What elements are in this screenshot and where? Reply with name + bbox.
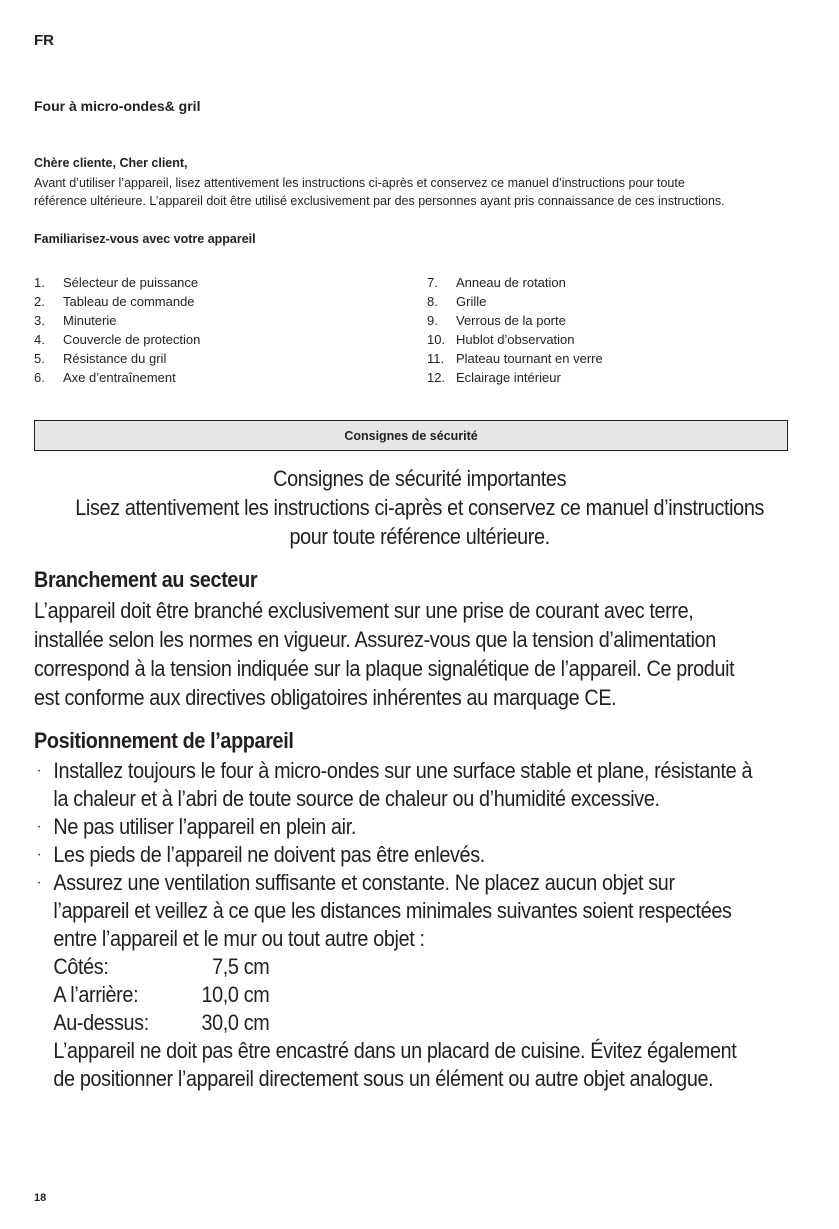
- item-label: Couvercle de protection: [63, 332, 201, 347]
- distance-label: Au-dessus:: [53, 1010, 149, 1035]
- list-item: [427, 292, 603, 311]
- parts-list-right: [427, 273, 603, 387]
- item-number: 3.: [34, 313, 45, 328]
- section-heading-positionnement: Positionnement de l’appareil: [34, 728, 294, 753]
- bullet-icon: ·: [36, 874, 42, 891]
- item-number: 12.: [427, 370, 446, 385]
- item-number: 6.: [34, 370, 45, 385]
- familiarize-heading: Familiarisez-vous avec votre appareil: [34, 232, 256, 246]
- paragraph-line: correspond à la tension indiquée sur la plaque signalétique de l’appareil. Ce produit: [34, 656, 735, 681]
- intro-line: référence ultérieure. L’appareil doit être utilisé exclusivement par des personnes ayant pris connaissance de ces instructions.: [34, 194, 725, 208]
- item-label: Eclairage intérieur: [456, 370, 561, 385]
- note-text: L’appareil ne doit pas être encastré dans un placard de cuisine. Évitez également: [53, 1038, 737, 1063]
- item-number: 7.: [427, 275, 438, 290]
- note-line: [30, 1065, 752, 1093]
- distance-row: [30, 1009, 752, 1037]
- safety-bar-label: Consignes de sécurité: [344, 428, 478, 443]
- item-label: Anneau de rotation: [456, 275, 566, 290]
- item-label: Plateau tournant en verre: [456, 351, 603, 366]
- note-line: [30, 1037, 752, 1065]
- item-number: 1.: [34, 275, 45, 290]
- bullet-text: Ne pas utiliser l’appareil en plein air.: [53, 814, 356, 839]
- list-item-continuation: [30, 925, 752, 953]
- list-item-continuation: [30, 785, 752, 813]
- list-item: [30, 869, 752, 897]
- bullet-text: Les pieds de l’appareil ne doivent pas être enlevés.: [53, 842, 485, 867]
- list-item: [34, 368, 200, 387]
- list-item: [30, 841, 752, 869]
- item-number: 9.: [427, 313, 438, 328]
- positionnement-list: [30, 757, 752, 1093]
- distance-value: 7,5 cm: [212, 954, 270, 979]
- list-item: [427, 368, 603, 387]
- list-item: [34, 292, 200, 311]
- paragraph-line: installée selon les normes en vigueur. Assurez-vous que la tension d’alimentation: [34, 627, 716, 652]
- branchement-paragraph: [34, 596, 808, 712]
- paragraph-line: L’appareil doit être branché exclusivement sur une prise de courant avec terre,: [34, 598, 694, 623]
- item-label: Tableau de commande: [63, 294, 195, 309]
- bullet-text: l’appareil et veillez à ce que les distances minimales suivantes soient respectées: [53, 898, 732, 923]
- bullet-icon: ·: [36, 762, 42, 779]
- item-label: Axe d’entraînement: [63, 370, 176, 385]
- important-notice-text: [75, 464, 764, 551]
- bullet-text: Installez toujours le four à micro-ondes sur une surface stable et plane, résistante à: [53, 758, 753, 783]
- list-item: [34, 349, 200, 368]
- item-label: Verrous de la porte: [456, 313, 566, 328]
- intro-line: Avant d’utiliser l’appareil, lisez attentivement les instructions ci-après et conservez ce manuel d’instructions pour toute: [34, 176, 685, 190]
- list-item: [30, 813, 752, 841]
- item-label: Hublot d’observation: [456, 332, 575, 347]
- section-heading-branchement: Branchement au secteur: [34, 567, 258, 592]
- item-number: 8.: [427, 294, 438, 309]
- note-text: de positionner l’appareil directement sous un élément ou autre objet analogue.: [53, 1066, 714, 1091]
- item-number: 10.: [427, 332, 446, 347]
- intro-paragraph: [34, 174, 804, 210]
- bullet-icon: ·: [36, 818, 42, 835]
- distance-row: [30, 953, 752, 981]
- document-title: Four à micro-ondes& gril: [34, 98, 201, 114]
- item-number: 5.: [34, 351, 45, 366]
- important-notice: [0, 464, 839, 551]
- language-code: FR: [34, 32, 54, 49]
- bullet-text: Assurez une ventilation suffisante et constante. Ne placez aucun objet sur: [53, 870, 675, 895]
- list-item: [30, 757, 752, 785]
- list-item-continuation: [30, 897, 752, 925]
- safety-section-bar: [34, 420, 788, 451]
- item-label: Grille: [456, 294, 487, 309]
- list-item: [34, 330, 200, 349]
- item-number: 4.: [34, 332, 45, 347]
- item-label: Minuterie: [63, 313, 117, 328]
- important-title: Consignes de sécurité importantes: [272, 466, 566, 491]
- distance-value: 30,0 cm: [201, 1010, 270, 1035]
- item-number: 11.: [427, 351, 445, 366]
- greeting: Chère cliente, Cher client,: [34, 156, 188, 170]
- item-label: Sélecteur de puissance: [63, 275, 199, 290]
- list-item: [427, 330, 603, 349]
- parts-list-left: [34, 273, 200, 387]
- list-item: [34, 311, 200, 330]
- paragraph-line: est conforme aux directives obligatoires inhérentes au marquage CE.: [34, 685, 617, 710]
- distance-value: 10,0 cm: [201, 982, 270, 1007]
- distance-label: A l’arrière:: [53, 982, 139, 1007]
- bullet-text: la chaleur et à l’abri de toute source de chaleur ou d’humidité excessive.: [53, 786, 660, 811]
- list-item: [427, 273, 603, 292]
- list-item: [427, 349, 603, 368]
- bullet-text: entre l’appareil et le mur ou tout autre objet :: [53, 926, 425, 951]
- important-line: pour toute référence ultérieure.: [289, 524, 550, 549]
- bullet-icon: ·: [36, 846, 42, 863]
- important-line: Lisez attentivement les instructions ci-après et conservez ce manuel d’instructions: [75, 495, 764, 520]
- list-item: [34, 273, 200, 292]
- item-number: 2.: [34, 294, 45, 309]
- list-item: [427, 311, 603, 330]
- page-number: 18: [34, 1192, 47, 1204]
- item-label: Résistance du gril: [63, 351, 167, 366]
- distance-row: [30, 981, 752, 1009]
- distance-label: Côtés:: [53, 954, 109, 979]
